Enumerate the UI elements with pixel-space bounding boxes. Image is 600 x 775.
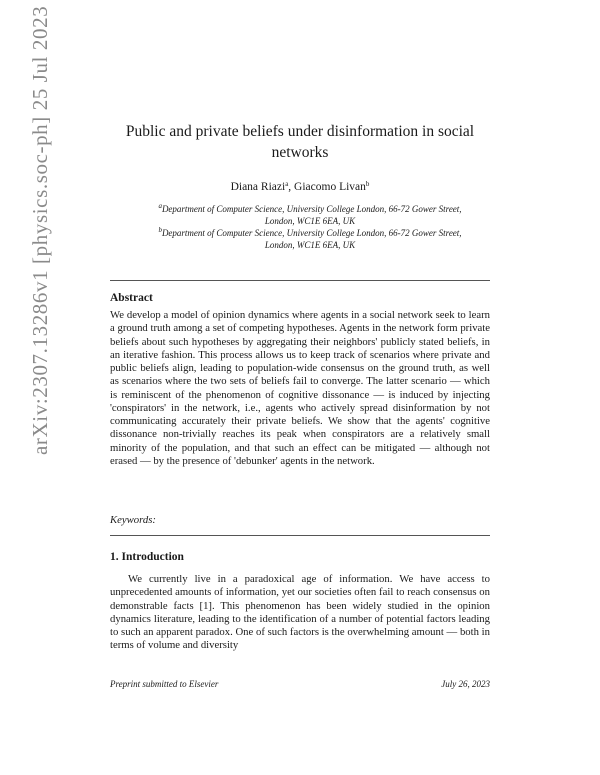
affiliation-mark: a (285, 180, 289, 188)
affiliation-text: Department of Computer Science, University College London, 66-72 Gower Street, London, WC1E 6EA, UK (161, 204, 462, 226)
author-list (100, 180, 500, 193)
abstract-text: We develop a model of opinion dynamics where agents in a social network seek to learn a ground truth among a set of competing hypotheses. Agents in the network form private beliefs about such hypotheses by aggregating their neighbors' publicly stated beliefs, in an iterative fashion. This process allows us to keep track of scenarios where private and public beliefs align, leading to population-wide consensus on the ground truth, as well as scenarios where the two sets of beliefs fail to converge. The latter scenario — which is reminiscent of the phenomenon of cognitive dissonance — is induced by injecting 'conspirators' in the network, i.e., agents who actively spread disinformation by not communicating accurately their private beliefs. We show that the agents' cognitive dissonance non-trivially reaches its peak when conspirators are a relatively small minority of the population, and that such an effect can be mitigated — although not erased — by the presence of 'debunker' agents in the network. (110, 309, 490, 467)
affiliation-b (145, 224, 475, 251)
preprint-date: July 26, 2023 (441, 679, 490, 689)
affiliation-a (145, 200, 475, 227)
introduction-text: We currently live in a paradoxical age of information. We have access to unprecedented amounts of information, yet our societies often fail to reach consensus on demonstrable facts [1]. This phenomenon has been widely studied in the opinion dynamics literature, leading to the identification of a number of potential factors leading to such an apparent paradox. One of such factors is the overwhelming amount — both in terms of volume and diversity (110, 573, 490, 652)
introduction-heading: 1. Introduction (110, 551, 184, 563)
abstract-heading: Abstract (110, 292, 153, 304)
arxiv-identifier-stamp: arXiv:2307.13286v1 [physics.soc-ph] 25 Jul 2023 (28, 5, 52, 455)
paper-title: Public and private beliefs under disinformation in social networks (125, 123, 475, 161)
affiliation-text: Department of Computer Science, University College London, 66-72 Gower Street, London, WC1E 6EA, UK (161, 228, 462, 250)
affiliation-mark: b (365, 180, 370, 188)
author-name: Giacomo Livan (294, 181, 366, 193)
abstract-bottom-rule (110, 535, 490, 536)
author-name: Diana Riazi (230, 181, 286, 193)
affiliation-mark: b (158, 226, 162, 234)
abstract-top-rule (110, 280, 490, 281)
affiliation-mark: a (158, 202, 162, 210)
author-separator: , (288, 181, 295, 193)
preprint-note: Preprint submitted to Elsevier (110, 679, 219, 689)
keywords-label: Keywords: (110, 514, 156, 526)
